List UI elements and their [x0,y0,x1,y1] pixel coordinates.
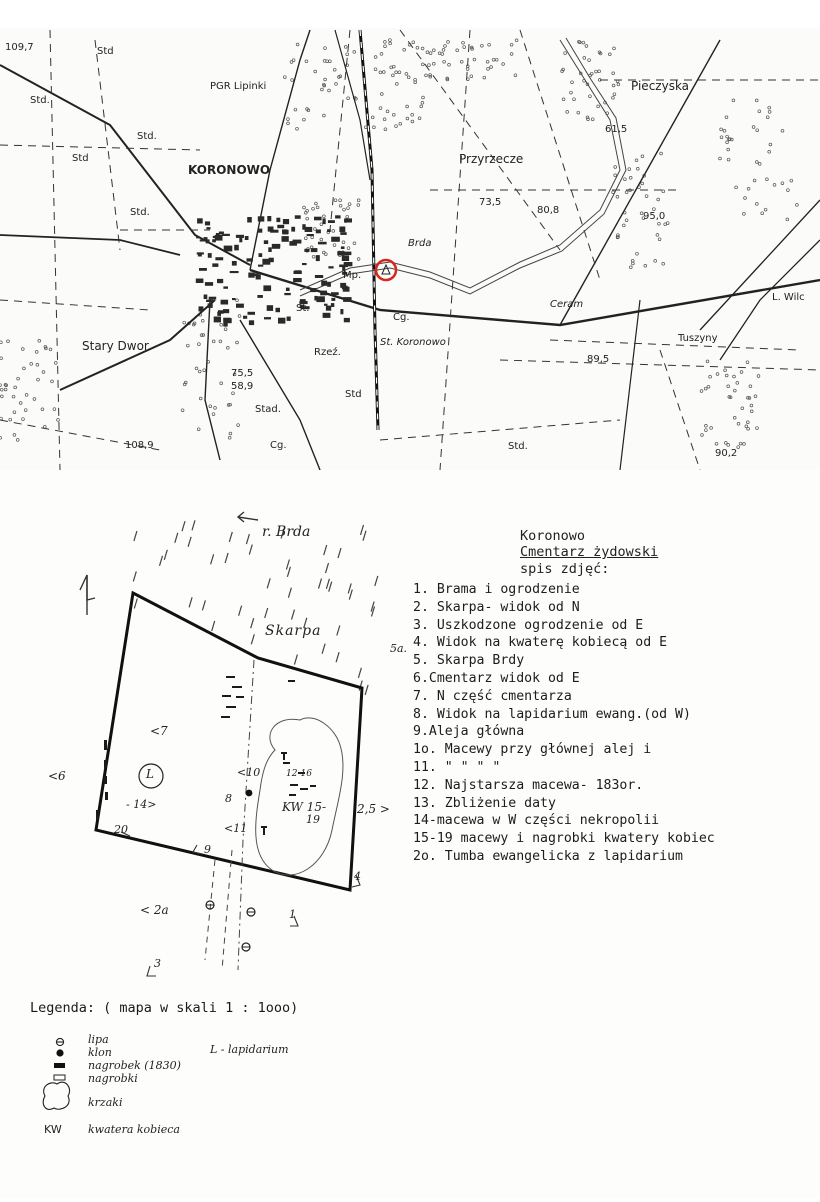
photo-list-item: 15-19 macewy i nagrobki kwatery kobiec [413,831,715,847]
photo-list [413,581,715,866]
map-label-mp: Mp. [343,270,362,281]
photo-marker: <6 [48,769,66,783]
map-label-std: Std. [30,95,50,106]
womens-quarter-label: KW 15- [282,800,327,814]
map-label-std: Std. [137,131,157,142]
legend-gravestones: nagrobki [88,1072,138,1085]
legend-bushes: krzaki [88,1096,123,1109]
map-elevation-label: 75,5 [231,368,254,379]
escarpment-label: Skarpa [265,623,322,639]
legend-lapidarium: L - lapidarium [210,1043,289,1056]
map-label-pgr: PGR Lipinki [210,81,267,92]
place-title: Koronowo [520,528,586,544]
map-label-std: Std [72,153,89,164]
photo-marker: <10 [237,766,261,779]
photo-list-item: 12. Najstarsza macewa- 183or. [413,777,644,793]
photo-list-item: 1o. Macewy przy głównej alej i [413,742,652,758]
photo-list-heading: spis zdjęć: [520,561,610,577]
map-label-std: Std. [508,441,528,452]
map-label-village: Przyrzecze [459,152,524,166]
map-label-st: St. [296,303,310,314]
map-elevation-label: 108,9 [125,440,154,451]
lapidarium-marker: L [146,767,154,781]
map-elevation-label: 61,5 [605,124,628,135]
map-elevation-label: 80,8 [537,205,560,216]
photo-list-item: 6.Cmentarz widok od E [413,670,580,686]
legend-old-gravestone: nagrobek (1830) [88,1059,181,1072]
photo-marker: 12-16 [286,769,312,779]
photo-marker: 4 [354,870,361,883]
photo-list-item: 1. Brama i ogrodzenie [413,582,580,597]
map-label-station: St. Koronowo [380,337,446,348]
photo-list-item: 5. Skarpa Brdy [413,653,525,669]
photo-marker: 2,5 > [357,802,390,816]
photo-marker: 1 [289,908,296,921]
photo-marker: 8 [225,792,232,805]
map-label-town: KORONOWO [188,163,271,177]
map-elevation-label: 109,7 [5,42,34,53]
photo-list-item: 4. Widok na kwaterę kobiecą od E [413,635,668,651]
photo-list-item: 7. N część cmentarza [413,688,572,704]
map-label-village: Pieczyska [631,79,690,93]
photo-list-item: 2. Skarpa- widok od N [413,599,580,615]
map-label-village: Stary Dwor [82,339,149,353]
photo-marker: <7 [150,724,168,738]
map-elevation-label: 89,5 [587,354,610,365]
photo-list-item: 3. Uszkodzone ogrodzenie od E [413,617,644,633]
photo-marker: 20 [114,823,128,836]
map-elevation-label: 90,2 [715,448,738,459]
photo-marker: 3 [154,957,161,970]
photo-marker: < 2a [140,903,169,917]
legend-kw-abbr: KW [44,1123,62,1136]
map-elevation-label: 58,9 [231,381,254,392]
photo-list-item: 14-macewa w W części nekropolii [413,813,660,829]
photo-list-item: 2o. Tumba ewangelicka z lapidarium [413,848,683,864]
map-label-cg: Cg. [270,440,287,451]
map-elevation-label: 73,5 [479,197,502,208]
bushes-outline [256,718,343,875]
legend-womens-quarter: kwatera kobieca [88,1123,180,1136]
map-elevation-label: 95,0 [643,211,666,222]
legend-maple: klon [88,1046,112,1059]
map-label-stad: Stad. [255,404,281,415]
photo-marker: 19 [306,813,320,826]
photo-list-item: 9.Aleja główna [413,724,525,740]
photo-list-item: 11. " " " " [413,759,501,775]
river-direction-label: r. Brda [262,524,311,540]
cemetery-plan [0,480,820,1198]
map-label-std: Std [97,46,114,57]
photo-marker: <11 [224,822,248,835]
map-label-edge: L. Wilc [772,292,805,303]
photo-marker: 5a. [390,642,408,655]
legend-linden: lipa [88,1033,109,1046]
map-label-std: Std. [130,207,150,218]
map-label-cg: Cg. [393,312,410,323]
cemetery-title: Cmentarz żydowski [520,544,659,560]
map-label-std: Std [345,389,362,400]
topographic-map [0,0,820,470]
photo-list-item: 8. Widok na lapidarium ewang.(od W) [413,706,691,722]
map-label-ceram: Ceram [550,299,584,310]
map-label-river: Brda [408,238,432,249]
cemetery-boundary [96,593,362,890]
photo-marker: 9 [204,843,211,856]
photo-marker: - 14> [126,798,157,811]
map-label-rzez: Rzeź. [314,347,341,358]
map-label-village: Tuszyny [678,333,718,344]
legend-heading: Legenda: ( mapa w skali 1 : 1ooo) [30,1000,299,1016]
photo-list-item: 13. Zbliżenie daty [413,795,556,811]
map-drawing [0,0,820,470]
